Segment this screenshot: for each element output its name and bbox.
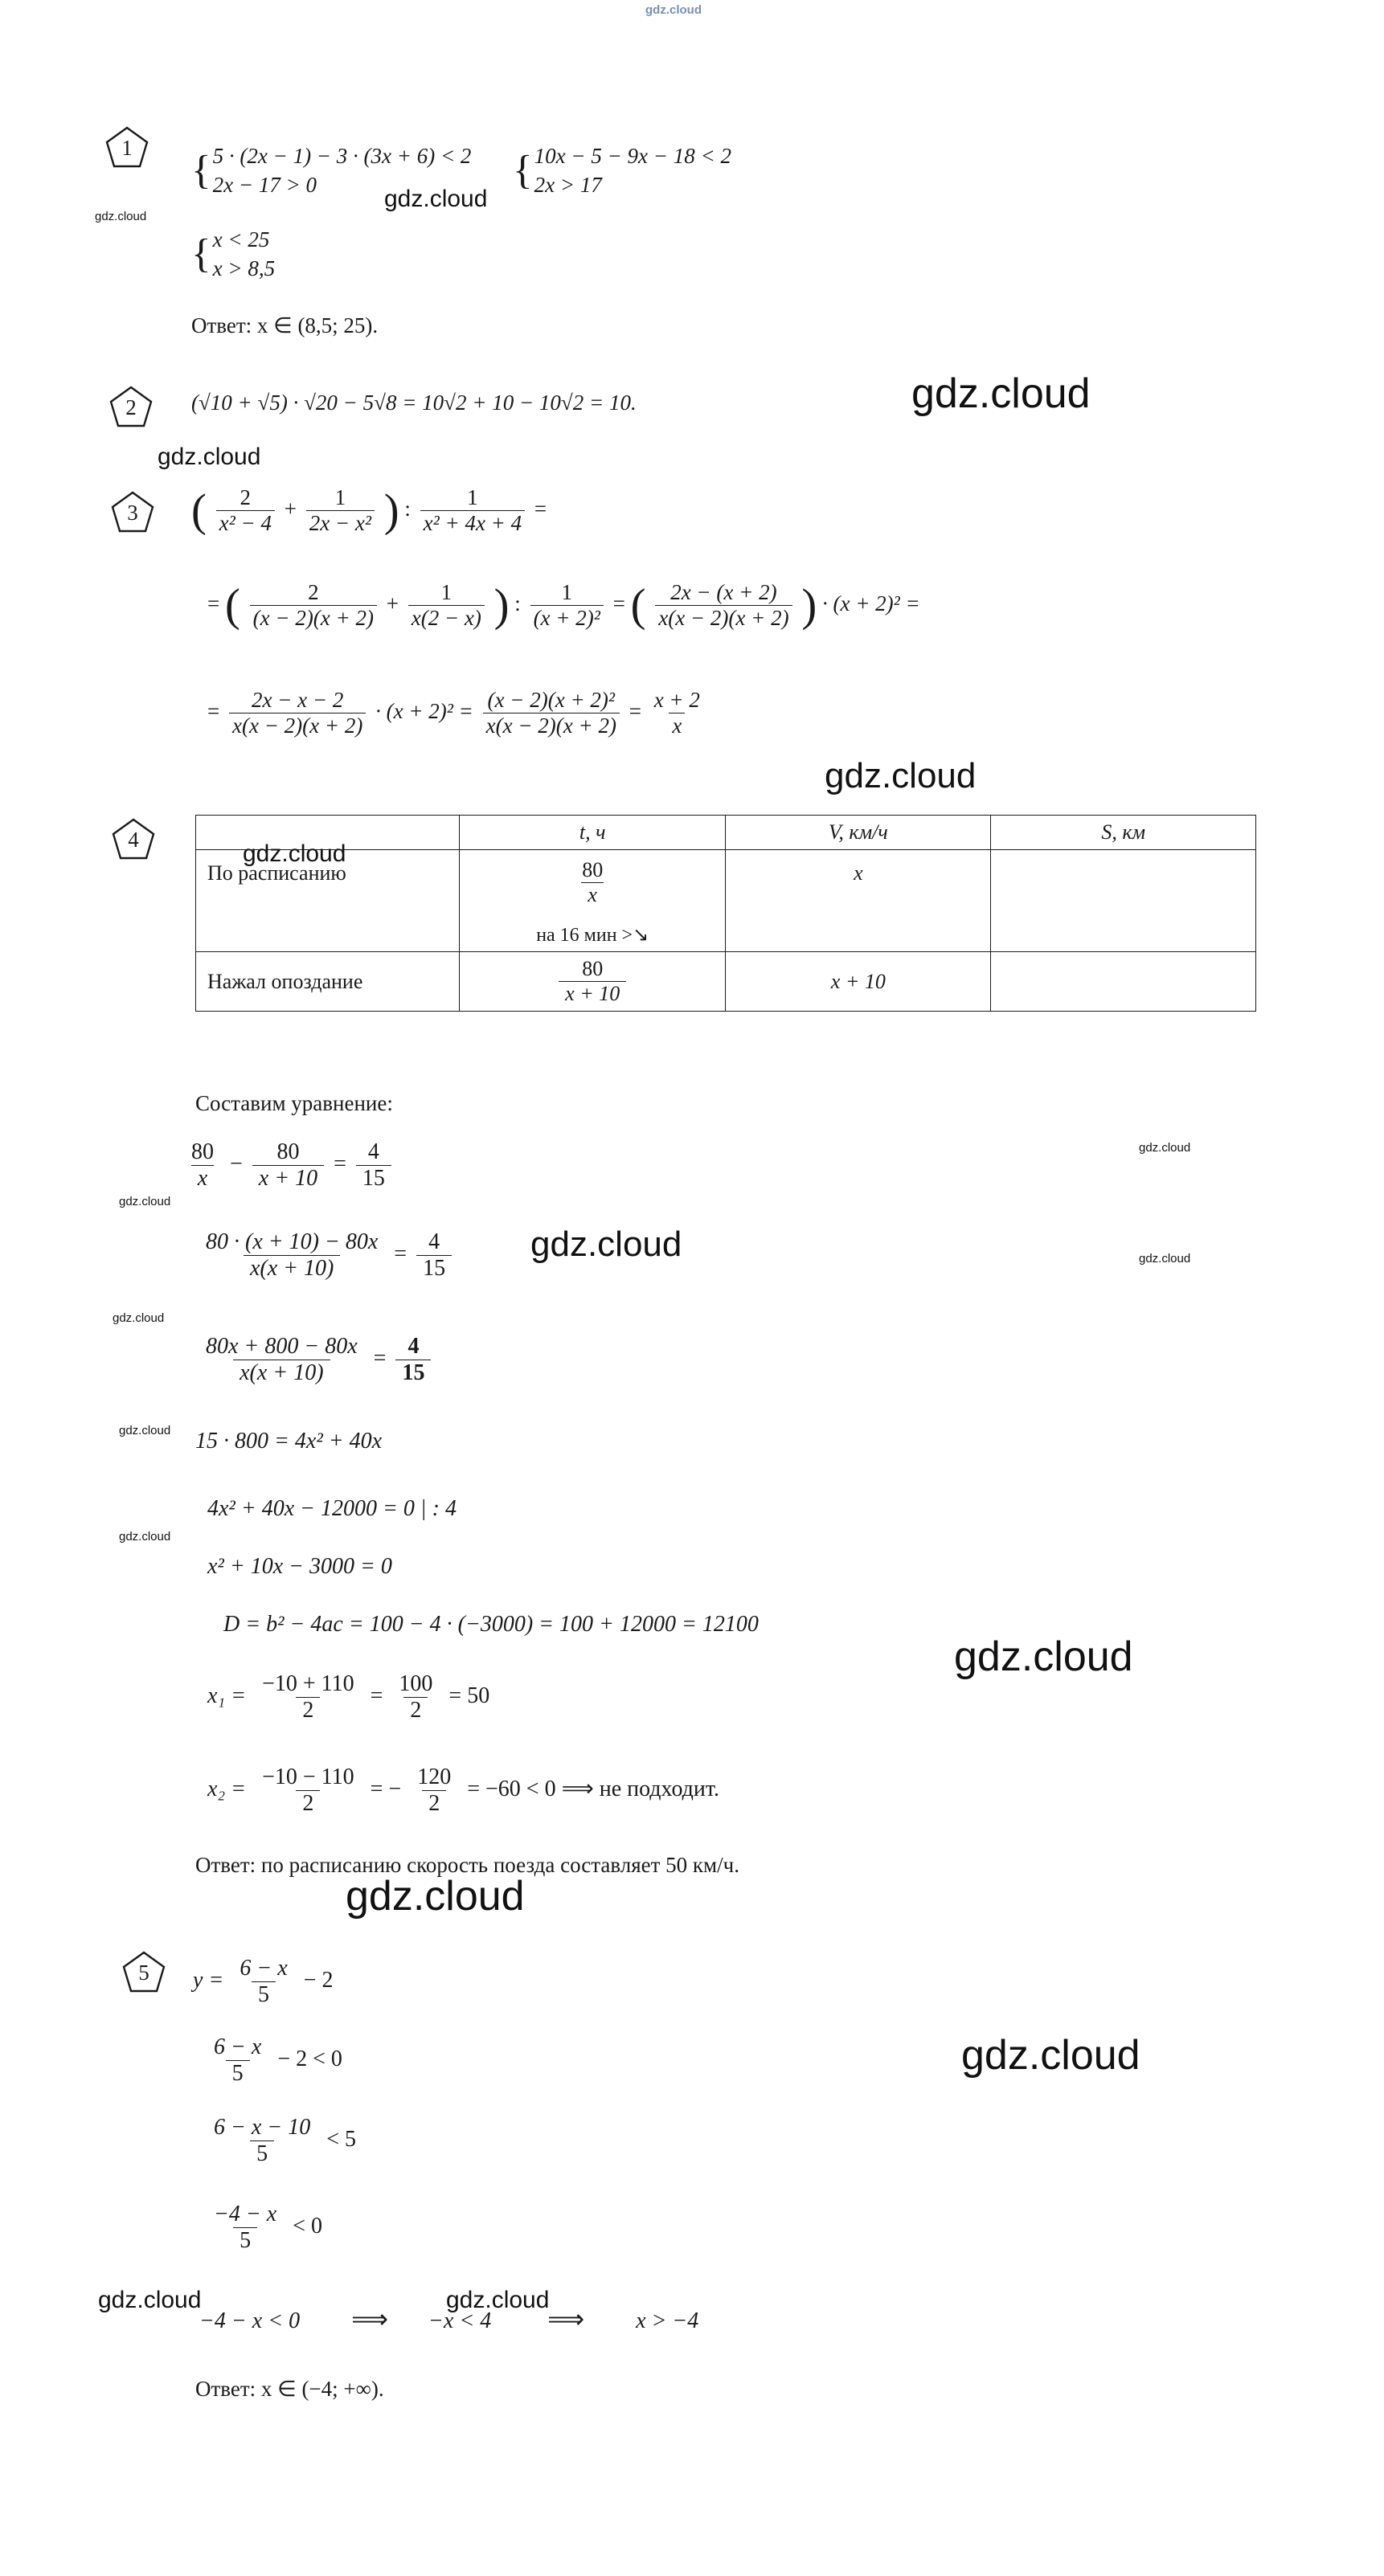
task5-line-3: $\frac{6 - x - 10}{5}$ < 5: [214, 2115, 357, 2167]
task1-system-2: { 10x − 5 − 9x − 18 < 2 2x > 17: [513, 144, 731, 198]
task1-system-1: { 5 · (2x − 1) − 3 · (3x + 6) < 2 2x − 17 > 0: [191, 144, 472, 198]
table-row: Нажал опоздание $\frac{80}{x + 10}$ x + 10: [196, 952, 1256, 1012]
watermark: gdz.cloud: [1139, 1141, 1191, 1155]
task4-equation-4: 15 · 800 = 4x² + 40x: [195, 1429, 383, 1454]
task5-line-2: $\frac{6 - x}{5}$ − 2 < 0: [214, 2034, 342, 2087]
watermark: gdz.cloud: [954, 1634, 1133, 1680]
watermark: gdz.cloud: [346, 1873, 525, 1920]
watermark: gdz.cloud: [243, 840, 346, 867]
task4-equation-6: x² + 10x − 3000 = 0: [207, 1554, 392, 1579]
watermark: gdz.cloud: [119, 1195, 171, 1208]
implies-arrow-icon: ⟹: [351, 2304, 388, 2333]
task4-discriminant: D = b² − 4ac = 100 − 4 · (−3000) = 100 + 12000 = 12100: [223, 1612, 759, 1637]
task3-line-1: ( $\frac{2}{\text{x² − 4}}$ + $\frac{1}{\text{2x − x²}}$ ) : $\frac{1}{\text{x² + 4x + 4}}$ =: [191, 485, 547, 536]
task3-line-2: = ( $\frac{2}{(x - 2)(x + 2)}$ + $\frac{1}{x(2 - x)}$ ) : $\frac{1}{\text{(x + 2)²}}$ = ( $\frac{2x - (x + 2)}{x(x - 2)(x + 2)}$ ) · (x + 2)² =: [207, 579, 920, 631]
task1-answer: Ответ: x ∈ (8,5; 25).: [191, 313, 379, 337]
watermark: gdz.cloud: [95, 210, 147, 223]
watermark: gdz.cloud: [113, 1311, 165, 1325]
task5-line-5: −4 − x < 0 ⟹ −x < 4 ⟹ x > −4: [199, 2304, 699, 2333]
task5-line-1: y = $\frac{6 - x}{5}$ − 2: [193, 1956, 334, 2008]
task4-x2: x₂ = $\frac{-10 - 110}{2}$ = − $\frac{120}{2}$ = −60 < 0 ⟹ не подходит.: [207, 1764, 720, 1817]
task4-equation-2: $\frac{80 \cdot (x + 10) - 80x}{x(x + 10)}$ = $\frac{4}{15}$: [195, 1229, 456, 1282]
watermark: gdz.cloud: [825, 756, 977, 795]
watermark: gdz.cloud: [98, 2287, 202, 2313]
task4-table: [195, 815, 1256, 1012]
task3-line-3: = $\frac{2x - x - 2}{x(x - 2)(x + 2)}$ · (x + 2)² = $\frac{\text{(x − 2)(x + 2)²}}{x(x - 2)(x + 2)}$ = $\frac{x + 2}{x}$: [207, 688, 700, 738]
watermark: gdz.cloud: [119, 1530, 171, 1544]
implies-arrow-icon-2: ⟹: [547, 2304, 585, 2333]
task-marker-1: 1: [105, 126, 149, 170]
task4-x1: x₁ = $\frac{-10 + 110}{2}$ = $\frac{100}{2}$ = 50: [207, 1671, 490, 1723]
watermark: gdz.cloud: [446, 2287, 550, 2313]
task4-equation-3: $\frac{80x + 800 - 80x}{x(x + 10)}$ = $\frac{4}{15}$: [195, 1334, 435, 1386]
task4-eq-intro: Составим уравнение:: [195, 1091, 393, 1115]
watermark: gdz.cloud: [384, 186, 488, 212]
watermark: gdz.cloud: [158, 444, 261, 470]
task2-line: (√10 + √5) · √20 − 5√8 = 10√2 + 10 − 10√2 = 10.: [191, 390, 637, 415]
table-row: По расписанию $\frac{80}{x}$ на 16 мин >↘ x: [196, 850, 1256, 952]
task-marker-4: 4: [112, 818, 155, 861]
task1-system-3: { x < 25 x > 8,5: [191, 227, 276, 281]
task5-answer: Ответ: x ∈ (−4; +∞).: [195, 2377, 384, 2401]
task4-equation-5: 4x² + 40x − 12000 = 0 | : 4: [207, 1496, 457, 1521]
watermark: gdz.cloud: [119, 1424, 171, 1437]
task5-line-4: $\frac{-4 - x}{5}$ < 0: [214, 2202, 323, 2254]
task-marker-5: 5: [122, 1951, 166, 1994]
task-marker-2: 2: [109, 386, 153, 429]
watermark: gdz.cloud: [1139, 1252, 1191, 1266]
watermark-top: gdz.cloud: [645, 3, 702, 17]
task4-equation-1: $\frac{80}{x}$ − $\frac{80}{x + 10}$ = $\frac{4}{15}$: [181, 1139, 395, 1192]
watermark: gdz.cloud: [961, 2032, 1140, 2079]
watermark: gdz.cloud: [911, 370, 1091, 417]
table-header-row: t, ч V, км/ч S, км: [196, 816, 1256, 850]
task4-answer: Ответ: по расписанию скорость поезда составляет 50 км/ч.: [195, 1853, 739, 1877]
watermark: gdz.cloud: [530, 1225, 682, 1264]
task-marker-3: 3: [111, 491, 154, 534]
